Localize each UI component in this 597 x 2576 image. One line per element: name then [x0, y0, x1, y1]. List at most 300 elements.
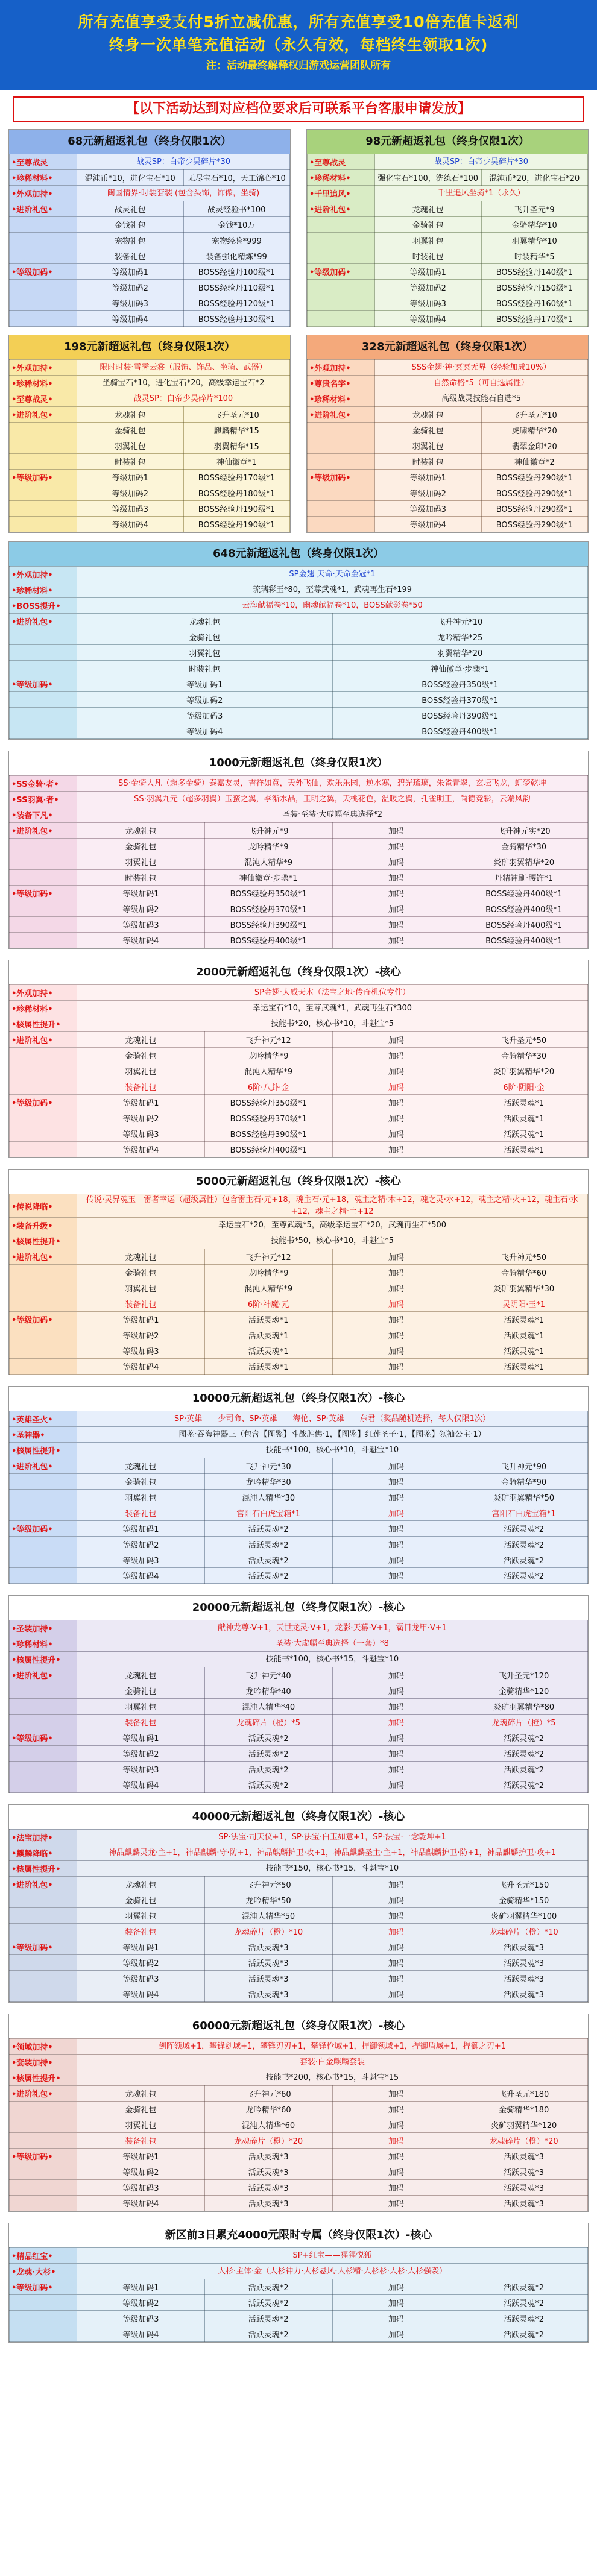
table-row	[10, 1505, 588, 1521]
row-cell: 活跃灵魂*1	[460, 1110, 588, 1126]
table-row	[10, 1016, 588, 1032]
row-cell: 圣装·大虚幅至典选择（一套）*8	[77, 1636, 588, 1652]
row-cell: 活跃灵魂*2	[204, 1762, 332, 1777]
table-row	[308, 233, 588, 248]
row-label: •进阶礼包•	[10, 1032, 77, 1048]
table-row	[10, 2102, 588, 2117]
table-row	[10, 1411, 588, 1427]
row-cell: 幸运宝石*20，至尊武魂*5，高级幸运宝石*20，武魂再生石*500	[77, 1218, 588, 1233]
row-cell: 活跃灵魂*2	[204, 1746, 332, 1762]
row-label	[308, 280, 375, 295]
row-cell: 等级加码3	[77, 2180, 205, 2196]
table-row	[10, 2086, 588, 2102]
table-row	[10, 1652, 588, 1667]
row-cell: 加码	[332, 1048, 460, 1063]
row-cell: SP+红宝——猩猩悦狐	[77, 2248, 588, 2264]
row-cell: 活跃灵魂*3	[204, 2164, 332, 2180]
row-cell: 加码	[332, 933, 460, 948]
table-row	[10, 2149, 588, 2164]
table-row	[10, 1730, 588, 1746]
table-row	[10, 1312, 588, 1327]
row-cell: 等级加码1	[77, 1521, 205, 1537]
row-cell: 加码	[332, 1265, 460, 1280]
row-label	[10, 295, 77, 311]
row-label	[10, 629, 77, 645]
row-cell: 活跃灵魂*3	[460, 1955, 588, 1971]
row-cell: 活跃灵魂*2	[204, 1568, 332, 1584]
row-cell: 金骑礼包	[375, 217, 482, 233]
row-cell: 强化宝石*100，洗练石*100	[375, 170, 482, 186]
row-cell: 神仙徽章*2	[481, 454, 588, 470]
table-row	[308, 517, 588, 532]
package-title: 新区前3日累充4000元限时专属（终身仅限1次）-核心	[9, 2223, 588, 2247]
table-row	[10, 1746, 588, 1762]
row-cell: 飞升圣元*150	[460, 1877, 588, 1892]
row-cell: 等级加码1	[77, 676, 333, 692]
table-row	[10, 1762, 588, 1777]
row-cell: 金骑礼包	[77, 629, 333, 645]
table-row	[10, 280, 290, 295]
row-cell: 等级加码3	[77, 1762, 205, 1777]
table-row	[10, 2295, 588, 2311]
table-row	[10, 470, 290, 485]
table-row	[10, 1568, 588, 1584]
header-line-2: 终身一次单笔充值活动（永久有效，每档终生领取1次)	[109, 36, 488, 54]
row-cell: 等级加码3	[77, 1552, 205, 1568]
row-cell: 神仙徽章·步骤*1	[204, 870, 332, 886]
row-cell: 活跃灵魂*3	[204, 1955, 332, 1971]
row-label: •珍稀材料•	[10, 1636, 77, 1652]
row-cell: 龙吟精华*9	[204, 839, 332, 854]
row-label: •等级加码•	[10, 2149, 77, 2164]
row-label	[10, 2295, 77, 2311]
row-cell: 技能书*100，核心书*15，斗魁宝*10	[77, 1652, 588, 1667]
table-row	[10, 2196, 588, 2211]
row-label: •外观加持•	[10, 985, 77, 1001]
table-row	[10, 233, 290, 248]
package-table	[9, 1411, 588, 1584]
package-title: 60000元新超返礼包（终身仅限1次）-核心	[9, 2014, 588, 2038]
row-cell: 活跃灵魂*1	[460, 1343, 588, 1359]
row-cell: 羽翼礼包	[77, 2117, 205, 2133]
row-cell: 金骑精华*30	[460, 839, 588, 854]
row-cell: 活跃灵魂*2	[460, 1568, 588, 1584]
row-cell: BOSS经验丹190级*1	[183, 501, 290, 517]
table-row	[10, 1249, 588, 1265]
table-row	[10, 676, 588, 692]
table-row	[308, 501, 588, 517]
row-label: •进阶礼包•	[10, 201, 77, 217]
row-cell: 炎矿羽翼精华*100	[460, 1908, 588, 1924]
row-cell: 飞升圣元*10	[183, 407, 290, 423]
row-cell: SP·法宝·司天仪+1，SP·法宝·白玉如意+1，SP·法宝·一念乾坤+1	[77, 1830, 588, 1845]
table-row	[10, 2311, 588, 2326]
row-cell: 等级加码4	[77, 933, 205, 948]
table-row	[10, 582, 588, 598]
row-label	[308, 311, 375, 327]
row-cell: 等级加码2	[375, 280, 482, 295]
table-row	[10, 708, 588, 723]
row-cell: 活跃灵魂*3	[460, 2196, 588, 2211]
row-cell: SSS金翅·神·冥冥无界（经验加成10%）	[375, 360, 588, 376]
table-row	[10, 360, 290, 376]
row-label: •等级加码•	[10, 1312, 77, 1327]
row-cell: 自然命格*5（可自选属性）	[375, 376, 588, 391]
row-cell: 飞升神元*12	[204, 1249, 332, 1265]
row-cell: 加码	[332, 1458, 460, 1474]
row-cell: 圣装·至装·大虚幅至典选择*2	[77, 807, 588, 823]
row-cell: 等级加码1	[77, 1312, 205, 1327]
row-cell: 活跃灵魂*2	[204, 2279, 332, 2295]
row-label	[10, 1955, 77, 1971]
row-cell: 飞升神元实*20	[460, 823, 588, 839]
row-cell: 等级加码3	[77, 501, 184, 517]
row-cell: 活跃灵魂*3	[204, 2149, 332, 2164]
row-cell: 加码	[332, 2279, 460, 2295]
row-label	[10, 2311, 77, 2326]
table-row	[10, 1861, 588, 1877]
row-cell: 羽翼精华*10	[481, 233, 588, 248]
row-cell: 龙魂碎片（橙）*10	[460, 1924, 588, 1939]
row-cell: BOSS经验丹290级*1	[481, 517, 588, 532]
row-cell: 加码	[332, 1908, 460, 1924]
table-row	[308, 311, 588, 327]
table-row	[10, 1359, 588, 1375]
row-label	[10, 692, 77, 708]
row-label	[10, 1474, 77, 1490]
row-cell: 羽翼礼包	[77, 854, 205, 870]
row-label: •进阶礼包•	[10, 1458, 77, 1474]
row-cell: 等级加码4	[375, 517, 482, 532]
row-label	[10, 2133, 77, 2149]
table-row	[10, 870, 588, 886]
row-cell: 技能书*200，核心书*15，斗魁宝*15	[77, 2070, 588, 2086]
row-cell: 加码	[332, 1095, 460, 1110]
row-label	[10, 1777, 77, 1793]
row-cell: 加码	[332, 1249, 460, 1265]
row-label	[10, 1892, 77, 1908]
row-cell: BOSS经验丹290级*1	[481, 501, 588, 517]
package-table	[9, 1829, 588, 2002]
table-row	[10, 311, 290, 327]
row-label: •等级加码•	[10, 886, 77, 901]
row-cell: 羽翼礼包	[77, 645, 333, 661]
row-label	[308, 295, 375, 311]
row-cell: 加码	[332, 1699, 460, 1715]
row-cell: 战灵SP：白帝少昊碎片*30	[375, 154, 588, 170]
row-cell: BOSS经验丹150级*1	[481, 280, 588, 295]
row-cell: 等级加码2	[77, 1955, 205, 1971]
package-title: 40000元新超返礼包（终身仅限1次）-核心	[9, 1805, 588, 1829]
row-cell: 炎矿羽翼精华*20	[460, 1063, 588, 1079]
row-label	[10, 1552, 77, 1568]
row-label	[10, 2180, 77, 2196]
row-label: •等级加码•	[308, 264, 375, 280]
package-newserver	[8, 2223, 589, 2343]
row-cell: 等级加码3	[375, 295, 482, 311]
row-cell: 等级加码4	[77, 1568, 205, 1584]
row-cell: 飞升神元*12	[204, 1032, 332, 1048]
row-cell: BOSS经验丹110级*1	[183, 280, 290, 295]
row-cell: BOSS经验丹290级*1	[481, 485, 588, 501]
table-row	[10, 1126, 588, 1142]
row-cell: BOSS经验丹100级*1	[183, 264, 290, 280]
row-cell: 等级加码2	[77, 1327, 205, 1343]
row-cell: 等级加码2	[77, 901, 205, 917]
row-cell: 龙吟精华*9	[204, 1048, 332, 1063]
row-cell: 等级加码4	[77, 2326, 205, 2342]
table-row	[308, 154, 588, 170]
row-cell: 活跃灵魂*2	[460, 1762, 588, 1777]
table-row	[308, 264, 588, 280]
table-row	[10, 1667, 588, 1683]
package-68	[8, 129, 291, 327]
table-row	[10, 854, 588, 870]
row-cell: 等级加码4	[77, 1777, 205, 1793]
row-label: •外观加持•	[10, 567, 77, 582]
row-label: •尊贵名字•	[308, 376, 375, 391]
row-cell: 活跃灵魂*1	[204, 1327, 332, 1343]
table-row	[10, 1908, 588, 1924]
table-row	[10, 1265, 588, 1280]
row-label	[10, 1126, 77, 1142]
table-row	[10, 1715, 588, 1730]
row-cell: 时装礼包	[77, 870, 205, 886]
row-cell: 活跃灵魂*1	[460, 1359, 588, 1375]
row-label	[10, 1537, 77, 1552]
row-cell: 活跃灵魂*2	[460, 2311, 588, 2326]
row-label: •珍稀材料•	[10, 582, 77, 598]
row-cell: BOSS经验丹170级*1	[183, 470, 290, 485]
table-row	[10, 1110, 588, 1126]
row-cell: 装备礼包	[77, 1715, 205, 1730]
table-row	[308, 248, 588, 264]
row-cell: 翡翠金印*20	[481, 438, 588, 454]
package-table	[307, 154, 588, 327]
package-title: 68元新超返礼包（终身仅限1次）	[9, 130, 290, 154]
row-cell: 加码	[332, 1552, 460, 1568]
row-cell: 龙吟精华*30	[204, 1474, 332, 1490]
row-cell: 龙魂礼包	[77, 1249, 205, 1265]
row-cell: 羽翼礼包	[77, 1490, 205, 1505]
row-cell: 等级加码1	[77, 2149, 205, 2164]
row-cell: 等级加码4	[77, 1986, 205, 2002]
row-label: •珍稀材料•	[10, 1001, 77, 1016]
row-cell: 活跃灵魂*3	[204, 1986, 332, 2002]
table-row	[10, 1048, 588, 1063]
row-cell: 坐骑宝石*10，进化宝石*20，高级幸运宝石*2	[77, 376, 290, 391]
row-cell: 无尽宝石*10，天工锦心*10	[183, 170, 290, 186]
table-row	[10, 901, 588, 917]
row-cell: 限时时装·雪霁云裳（服饰、饰品、坐骑、武器）	[77, 360, 290, 376]
package-title: 648元新超返礼包（终身仅限1次）	[9, 542, 588, 566]
row-cell: 技能书*50，核心书*10，斗魁宝*5	[77, 1233, 588, 1249]
table-row	[10, 1939, 588, 1955]
row-label: •等级加码•	[10, 1730, 77, 1746]
row-cell: 等级加码1	[77, 886, 205, 901]
row-cell: 龙魂礼包	[77, 823, 205, 839]
row-cell: 飞升圣元*10	[481, 407, 588, 423]
row-cell: 飞升神元*9	[204, 823, 332, 839]
row-cell: 加码	[332, 2326, 460, 2342]
row-label: •进阶礼包•	[10, 823, 77, 839]
row-cell: 活跃灵魂*2	[460, 1746, 588, 1762]
row-label: •法宝加持•	[10, 1830, 77, 1845]
row-cell: 混沌人精华*9	[204, 854, 332, 870]
table-row	[10, 2326, 588, 2342]
row-cell: 加码	[332, 1715, 460, 1730]
row-cell: 羽翼礼包	[77, 438, 184, 454]
table-row	[10, 1490, 588, 1505]
row-label	[10, 423, 77, 438]
table-row	[10, 1032, 588, 1048]
row-cell: 加码	[332, 1079, 460, 1095]
row-label	[10, 1063, 77, 1079]
package-row-1	[0, 129, 597, 327]
row-label	[10, 1762, 77, 1777]
row-cell: 龙魂碎片（橙）*5	[204, 1715, 332, 1730]
row-cell: SP·英雄——少司命、SP·英雄——海伦、SP·英雄——东君（奖品随机选择，每人仅限1次）	[77, 1411, 588, 1427]
row-cell: 等级加码3	[375, 501, 482, 517]
row-cell: 加码	[332, 1521, 460, 1537]
row-label: •精品红宝•	[10, 2248, 77, 2264]
row-cell: 活跃灵魂*2	[460, 2279, 588, 2295]
row-cell: 加码	[332, 1032, 460, 1048]
row-cell: 活跃灵魂*3	[204, 1939, 332, 1955]
row-label	[10, 645, 77, 661]
row-cell: 金钱礼包	[77, 217, 184, 233]
package-60000	[8, 2014, 589, 2212]
package-5000	[8, 1169, 589, 1375]
row-cell: 加码	[332, 1063, 460, 1079]
row-label: •SS金骑·者•	[10, 776, 77, 792]
package-title: 10000元新超返礼包（终身仅限1次）-核心	[9, 1387, 588, 1411]
table-row	[308, 186, 588, 201]
table-row	[308, 391, 588, 407]
row-label	[10, 1079, 77, 1095]
row-cell: 6阶·神魔·元	[204, 1296, 332, 1312]
row-label: •领域加持•	[10, 2039, 77, 2055]
row-label	[10, 2326, 77, 2342]
row-cell: 等级加码2	[77, 1746, 205, 1762]
row-cell: 活跃灵魂*1	[460, 1126, 588, 1142]
row-label	[10, 933, 77, 948]
row-label	[10, 1505, 77, 1521]
row-label	[10, 1683, 77, 1699]
row-cell: 龙魂碎片（橙）*20	[460, 2133, 588, 2149]
row-cell: 活跃灵魂*1	[460, 1095, 588, 1110]
row-cell: 加码	[332, 1924, 460, 1939]
row-cell: 金骑礼包	[77, 1474, 205, 1490]
row-cell: 丹精神刷·腰饰*1	[460, 870, 588, 886]
row-cell: 混沌币*20，进化宝石*20	[481, 170, 588, 186]
row-cell: 高级战灵技能石自选*5	[375, 391, 588, 407]
row-cell: 加码	[332, 2086, 460, 2102]
row-cell: 神仙徽章·步骤*1	[332, 661, 588, 676]
row-cell: 时装礼包	[77, 454, 184, 470]
row-label	[10, 1908, 77, 1924]
row-cell: 龙魂礼包	[77, 2086, 205, 2102]
row-cell: 混沌人精华*9	[204, 1063, 332, 1079]
row-label	[10, 1265, 77, 1280]
row-cell: 神仙徽章*1	[183, 454, 290, 470]
row-cell: 加码	[332, 1971, 460, 1986]
row-cell: 加码	[332, 2311, 460, 2326]
row-cell: 时装礼包	[375, 248, 482, 264]
row-cell: 琉璃彩玉*80，至尊武魂*1，武魂再生石*199	[77, 582, 588, 598]
table-row	[10, 1280, 588, 1296]
row-label: •核属性提升•	[10, 1016, 77, 1032]
row-cell: BOSS经验丹350级*1	[204, 886, 332, 901]
row-cell: 炎矿羽翼精华*30	[460, 1280, 588, 1296]
row-cell: 加码	[332, 1877, 460, 1892]
row-cell: 6阶·阴阳·金	[460, 1079, 588, 1095]
row-cell: BOSS经验丹400级*1	[460, 901, 588, 917]
row-label	[10, 280, 77, 295]
table-row	[10, 2055, 588, 2070]
row-label	[10, 248, 77, 264]
package-table	[9, 2247, 588, 2342]
row-label	[308, 501, 375, 517]
row-cell: 活跃灵魂*2	[204, 1777, 332, 1793]
row-label	[10, 217, 77, 233]
row-cell: 云海献福卷*10，幽魂献福卷*10，BOSS献影卷*50	[77, 598, 588, 614]
row-cell: 龙吟精华*60	[204, 2102, 332, 2117]
row-cell: 宫阳石白虎宝箱*1	[204, 1505, 332, 1521]
row-cell: 装备强化精炼*99	[183, 248, 290, 264]
row-cell: BOSS经验丹400级*1	[460, 886, 588, 901]
row-label	[10, 661, 77, 676]
table-row	[10, 2133, 588, 2149]
package-648	[8, 541, 589, 740]
row-cell: 龙魂礼包	[77, 1032, 205, 1048]
row-cell: 加码	[332, 870, 460, 886]
table-row	[10, 1830, 588, 1845]
row-cell: 加码	[332, 2196, 460, 2211]
row-cell: 活跃灵魂*2	[204, 1552, 332, 1568]
row-label: •等级加码•	[10, 676, 77, 692]
row-cell: 等级加码3	[77, 1971, 205, 1986]
row-cell: 炎矿羽翼精华*50	[460, 1490, 588, 1505]
row-label	[10, 723, 77, 739]
row-label: •装备升级•	[10, 1218, 77, 1233]
row-cell: 加码	[332, 823, 460, 839]
row-cell: 技能书*20，核心书*10，斗魁宝*5	[77, 1016, 588, 1032]
row-cell: BOSS经验丹400级*1	[332, 723, 588, 739]
row-cell: 龙魂礼包	[77, 1877, 205, 1892]
row-label: •英雄圣火•	[10, 1411, 77, 1427]
table-row	[308, 454, 588, 470]
row-cell: 活跃灵魂*3	[460, 2149, 588, 2164]
row-label	[10, 708, 77, 723]
row-cell: 活跃灵魂*3	[460, 2164, 588, 2180]
package-title: 328元新超返礼包（终身仅限1次）	[307, 335, 588, 359]
table-row	[10, 1892, 588, 1908]
row-cell: 等级加码1	[77, 470, 184, 485]
row-cell: 金骑礼包	[77, 423, 184, 438]
row-cell: SP金翅·大威天木（法宝之地·传奇机位专件）	[77, 985, 588, 1001]
package-98	[306, 129, 589, 327]
row-cell: 活跃灵魂*2	[460, 1552, 588, 1568]
row-label: •龙魂·大杉•	[10, 2264, 77, 2279]
row-cell: 等级加码3	[77, 1343, 205, 1359]
table-row	[308, 295, 588, 311]
row-label	[10, 1048, 77, 1063]
package-10000	[8, 1386, 589, 1584]
row-cell: 等级加码1	[77, 264, 184, 280]
row-label	[10, 901, 77, 917]
row-label: •等级加码•	[10, 2279, 77, 2295]
